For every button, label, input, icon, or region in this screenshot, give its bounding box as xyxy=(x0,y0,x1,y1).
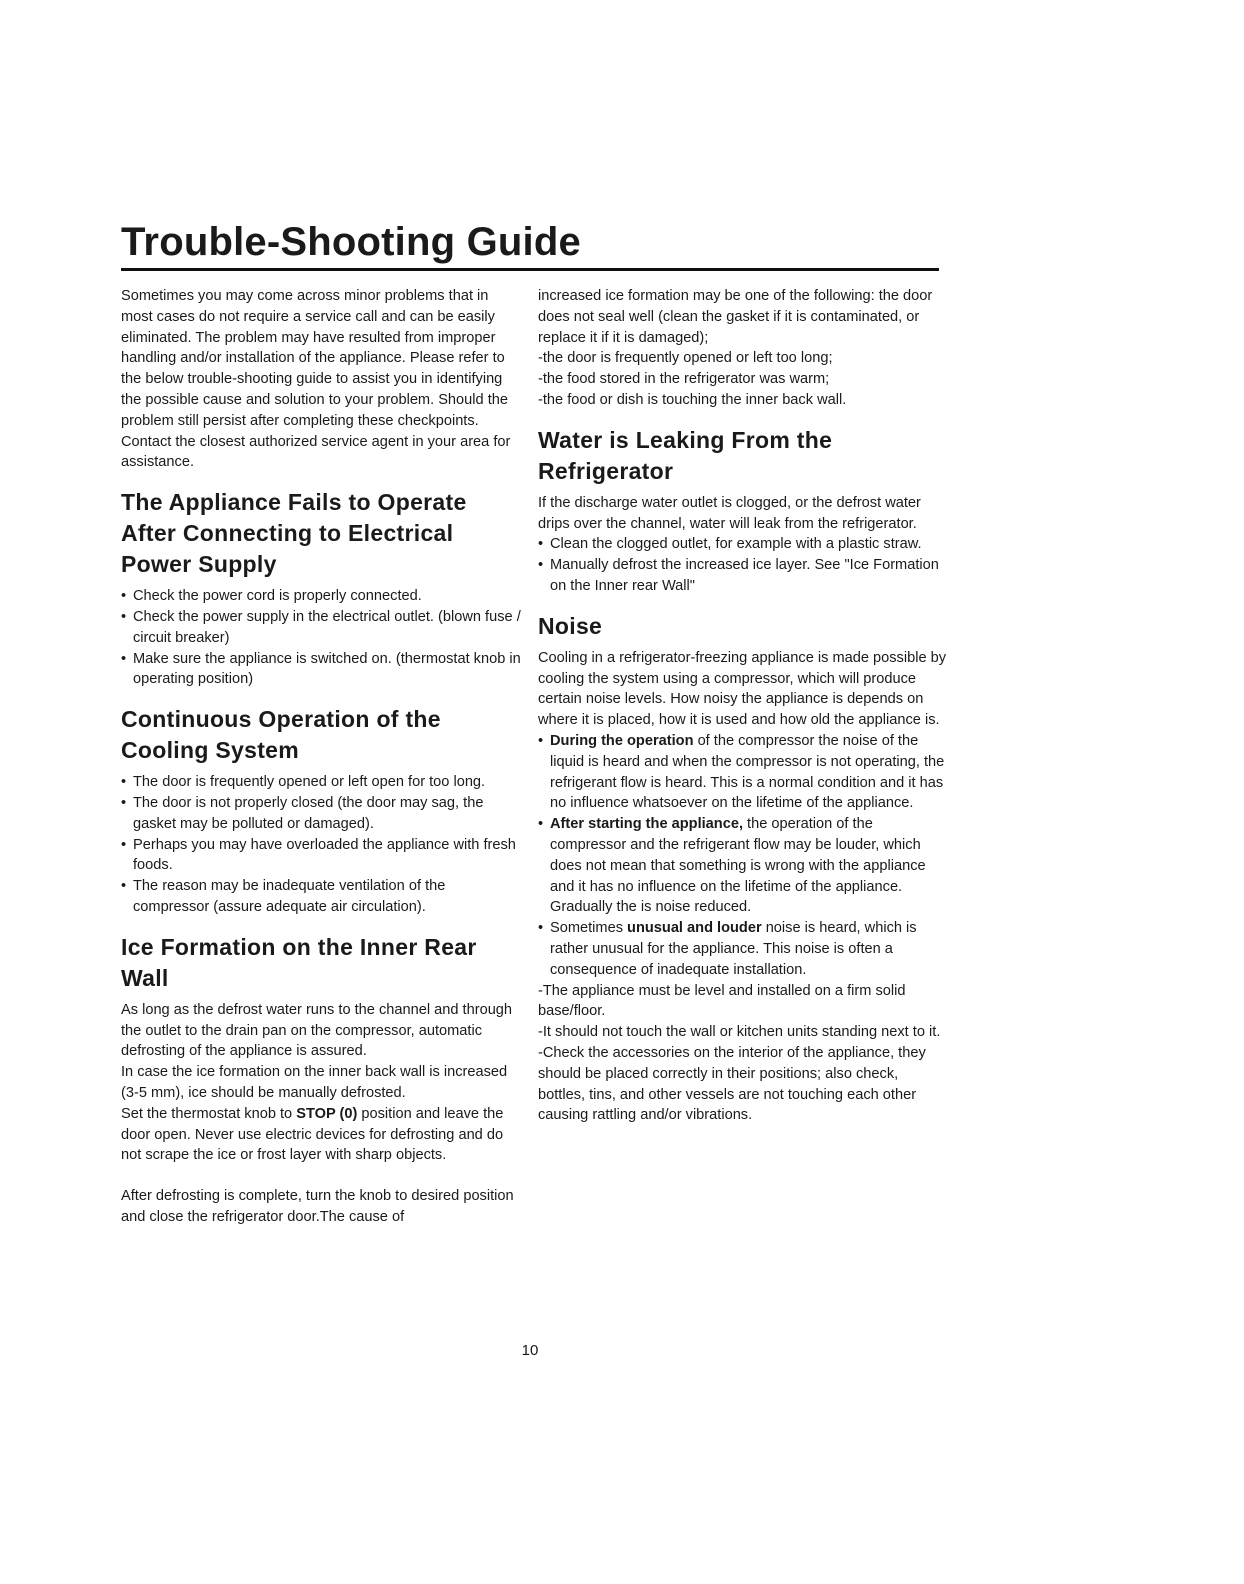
water-leaking-list xyxy=(538,534,948,596)
heading-continuous-operation: Continuous Operation of the Cooling System xyxy=(121,706,441,764)
title-underline xyxy=(121,268,939,271)
stop-label: STOP (0) xyxy=(296,1105,358,1122)
list-item: • Check the power supply in the electrical outlet. (blown fuse / circuit breaker) xyxy=(121,607,521,649)
intro-paragraph: Sometimes you may come across minor problems that in most cases do not require a service call and can be easily eliminated. The problem may have resulted from improper handling and/or installation of the appliance. Please refer to the below trouble-shooting guide to assist you in identifying the possible cause and solution to your problem. Should the problem still persist after completing these checkpoints. Contact the closest authorized service agent in your area for assistance. xyxy=(121,288,511,471)
continuous-operation-list xyxy=(121,772,521,918)
noise-dash-2: -It should not touch the wall or kitchen units standing next to it. xyxy=(538,1024,941,1041)
list-item: • The door is frequently opened or left open for too long. xyxy=(121,772,521,793)
noise-list xyxy=(538,731,948,981)
ice-continued-1: increased ice formation may be one of the following: the door does not seal well (clean the gasket if it is contaminated, or replace it if it is damaged); xyxy=(538,288,933,346)
water-paragraph: If the discharge water outlet is clogged, or the defrost water drips over the channel, water will leak from the refrigerator. xyxy=(538,494,921,532)
noise-paragraph: Cooling in a refrigerator-freezing appliance is made possible by cooling the system using a compressor, which will produce certain noise levels. How noisy the appliance is depends on where it is placed, how it is used and how old the appliance is. xyxy=(538,649,947,729)
appliance-fails-list xyxy=(121,586,521,690)
noise-dash-1: -The appliance must be level and installed on a firm solid base/floor. xyxy=(538,982,906,1020)
page-title: Trouble-Shooting Guide xyxy=(121,220,581,264)
page-number: 10 xyxy=(521,1342,539,1359)
heading-water-leaking: Water is Leaking From the Refrigerator xyxy=(538,426,833,484)
heading-ice-formation: Ice Formation on the Inner Rear Wall xyxy=(121,933,477,991)
left-column xyxy=(121,286,521,1228)
ice-paragraph-2: In case the ice formation on the inner back wall is increased (3-5 mm), ice should be manually defrosted. xyxy=(121,1064,508,1101)
list-item: • The door is not properly closed (the door may sag, the gasket may be polluted or damaged). xyxy=(121,793,521,835)
list-item: • During the operation of the compressor the noise of the liquid is heard and when the compressor is not operating, the refrigerant flow is heard. This is a normal condition and it has no influence whatsoever on the lifetime of the appliance. xyxy=(538,731,948,814)
list-item: • The reason may be inadequate ventilation of the compressor (assure adequate air circulation). xyxy=(121,876,521,918)
heading-appliance-fails: The Appliance Fails to Operate After Connecting to Electrical Power Supply xyxy=(121,489,467,578)
list-item: • Perhaps you may have overloaded the appliance with fresh foods. xyxy=(121,835,521,877)
list-item: • Check the power cord is properly connected. xyxy=(121,586,521,607)
ice-paragraph-3: Set the thermostat knob to STOP (0) position and leave the door open. Never use electric devices for defrosting and do not scrape the ice or frost layer with sharp objects. xyxy=(121,1105,504,1164)
ice-paragraph-1: As long as the defrost water runs to the channel and through the outlet to the drain pan on the compressor, automatic defrosting of the appliance is assured. xyxy=(121,1001,513,1060)
ice-continued-3: -the food stored in the refrigerator was warm; xyxy=(538,371,830,388)
list-item: • Clean the clogged outlet, for example with a plastic straw. xyxy=(538,534,948,555)
ice-continued-4: -the food or dish is touching the inner back wall. xyxy=(538,391,847,408)
noise-dash-3: -Check the accessories on the interior of the appliance, they should be placed correctly in their positions; also check, bottles, tins, and other vessels are not touching each other causing rattling and/or vibrations. xyxy=(538,1044,926,1124)
ice-continued-2: -the door is frequently opened or left too long; xyxy=(538,350,833,367)
list-item: • After starting the appliance, the operation of the compressor and the refrigerant flow may be louder, which does not mean that something is wrong with the appliance and it has no influence on the lifetime of the appliance. Gradually the is noise reduced. xyxy=(538,814,948,918)
right-column xyxy=(538,286,948,1126)
heading-noise: Noise xyxy=(538,612,603,639)
list-item: • Manually defrost the increased ice layer. See "Ice Formation on the Inner rear Wall" xyxy=(538,555,948,597)
list-item: • Make sure the appliance is switched on. (thermostat knob in operating position) xyxy=(121,649,521,691)
list-item: • Sometimes unusual and louder noise is heard, which is rather unusual for the appliance. This noise is often a consequence of inadequate installation. xyxy=(538,918,948,980)
ice-paragraph-4: After defrosting is complete, turn the knob to desired position and close the refrigerator door.The cause of xyxy=(121,1188,514,1225)
